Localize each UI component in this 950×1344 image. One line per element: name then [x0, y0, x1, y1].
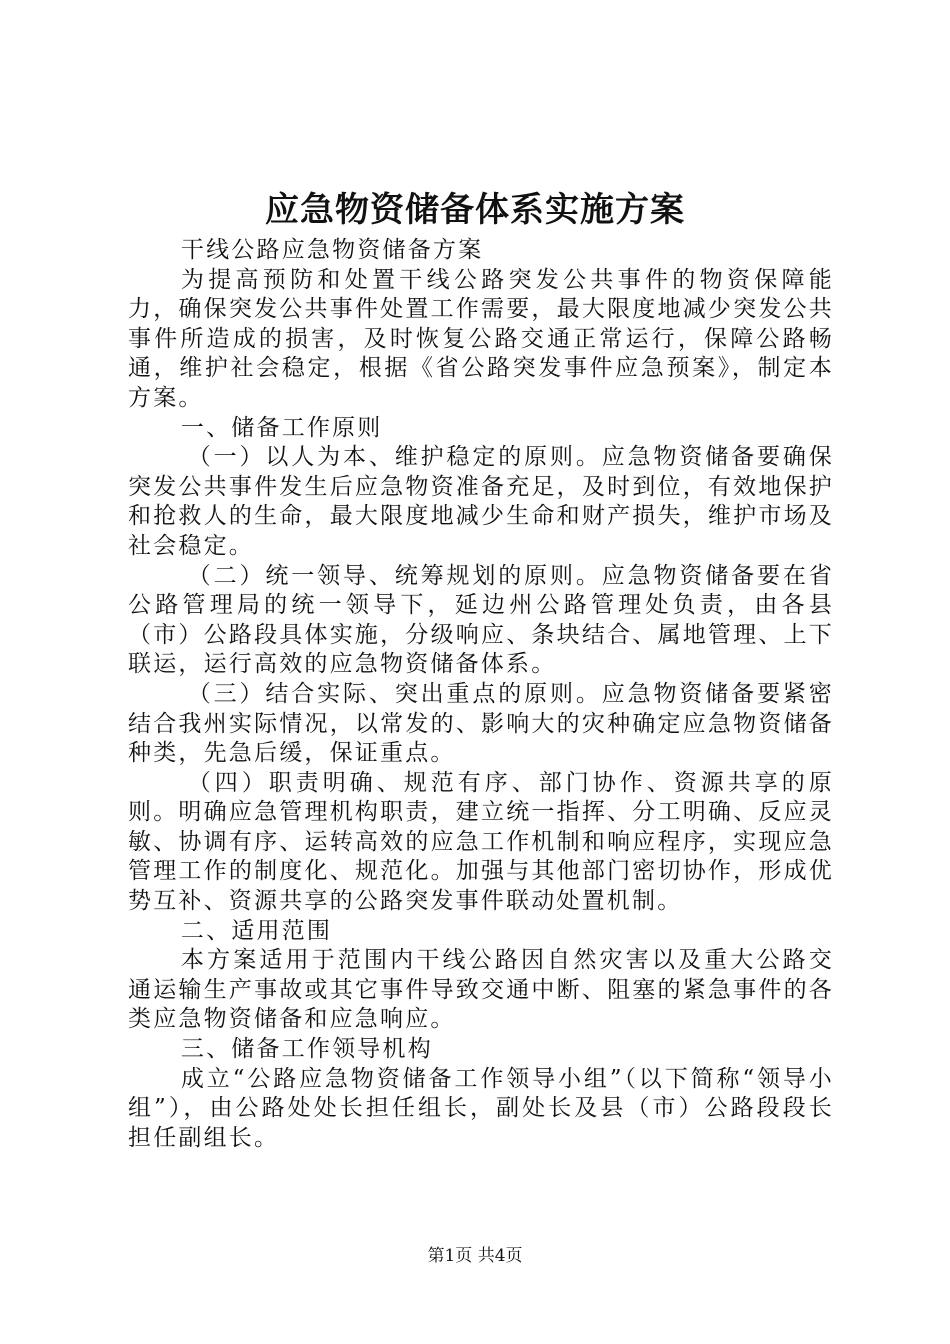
leadership-paragraph: 成立“公路应急物资储备工作领导小组”（以下简称“领导小组”），由公路处处长担任组长，副处长及县（市）公路段段长担任副组长。	[128, 1065, 834, 1151]
principle-paragraph-3: （三）结合实际、突出重点的原则。应急物资储备要紧密结合我州实际情况，以常发的、影响大的灾种确定应急物资储备种类，先急后缓，保证重点。	[128, 680, 834, 767]
principle-paragraph-2: （二）统一领导、统筹规划的原则。应急物资储备要在省公路管理局的统一领导下，延边州公路管理处负责，由各县（市）公路段具体实施，分级响应、条块结合、属地管理、上下联运，运行高效的应急物资储备体系。	[128, 562, 834, 678]
document-body	[128, 236, 834, 1153]
section-heading-principles: 一、储备工作原则	[180, 414, 383, 441]
subtitle-paragraph: 干线公路应急物资储备方案	[180, 237, 484, 263]
document-title: 应急物资储备体系实施方案	[265, 190, 685, 230]
section-heading-leadership: 三、储备工作领导机构	[180, 1036, 433, 1063]
principle-paragraph-4: （四）职责明确、规范有序、部门协作、资源共享的原则。明确应急管理机构职责，建立统一指挥、分工明确、反应灵敏、协调有序、运转高效的应急工作机制和响应程序，实现应急管理工作的制度化、规范化。加强与其他部门密切协作，形成优势互补、资源共享的公路突发事件联动处置机制。	[128, 769, 834, 915]
scope-paragraph: 本方案适用于范围内干线公路因自然灾害以及重大公路交通运输生产事故或其它事件导致交通中断、阻塞的紧急事件的各类应急物资储备和应急响应。	[128, 947, 834, 1033]
principle-paragraph-1: （一）以人为本、维护稳定的原则。应急物资储备要确保突发公共事件发生后应急物资准备充足，及时到位，有效地保护和抢救人的生命，最大限度地减少生命和财产损失，维护市场及社会稳定。	[128, 444, 834, 559]
intro-paragraph: 为提高预防和处置干线公路突发公共事件的物资保障能力，确保突发公共事件处置工作需要，最大限度地减少突发公共事件所造成的损害，及时恢复公路交通正常运行，保障公路畅通，维护社会稳定，根据《省公路突发事件应急预案》，制定本方案。	[128, 266, 834, 411]
section-heading-scope: 二、适用范围	[180, 917, 333, 944]
page-footer: 第1页 共4页	[427, 1246, 523, 1266]
